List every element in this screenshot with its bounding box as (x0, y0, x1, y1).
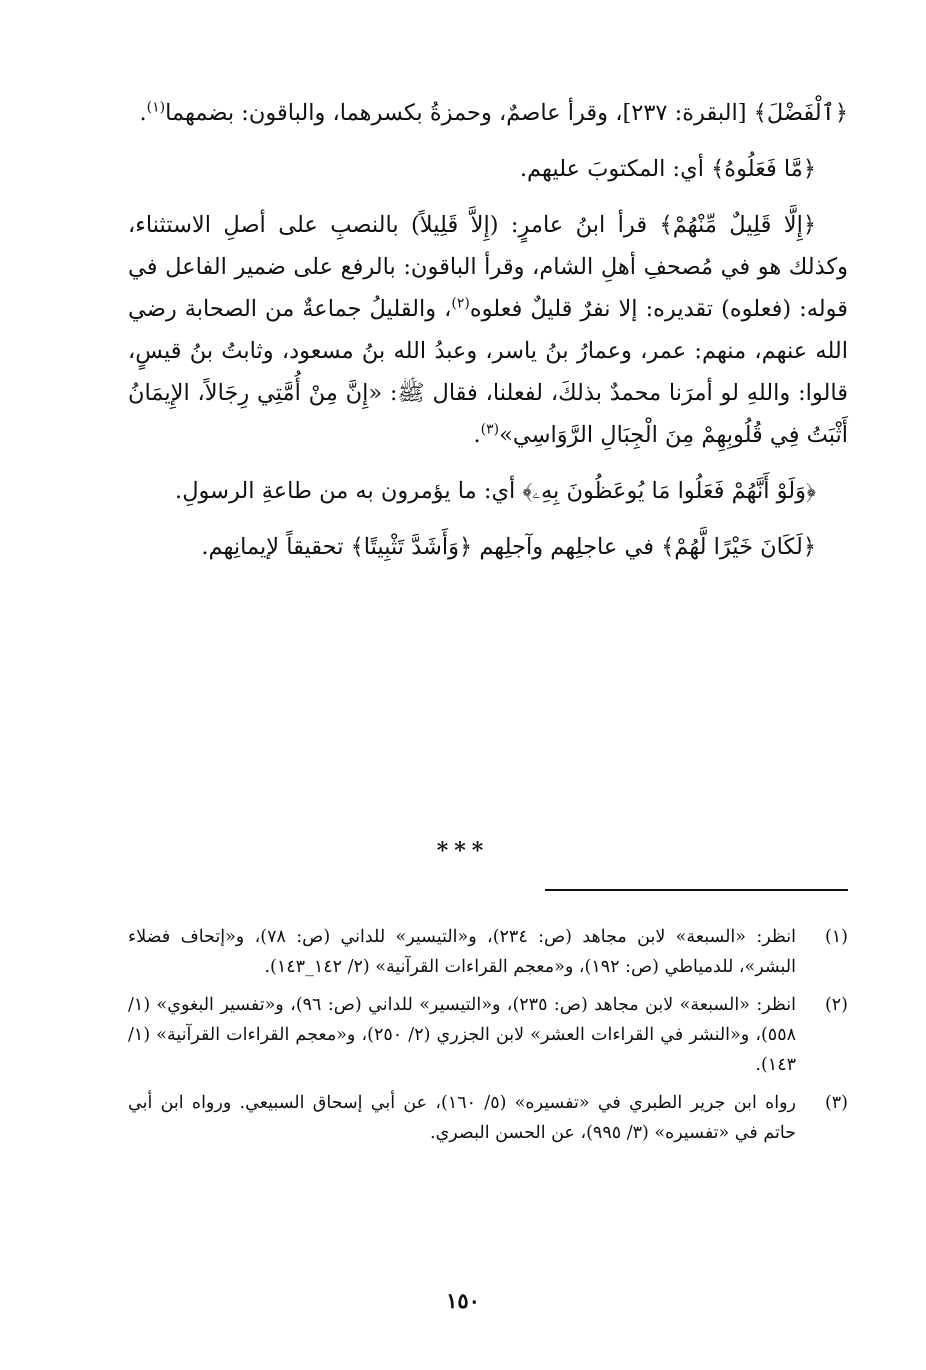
paragraph (128, 204, 848, 456)
footnote-number: (٣) (824, 1093, 848, 1113)
footnote-ref: (١) (146, 99, 166, 116)
paragraph-text: ﴿إِلَّا قَلِيلٌ مِّنْهُمْ﴾ قرأ ابنُ عامرٍ: (إِلاَّ قَلِيلاً) بالنصبِ على أصلِ الاستثناء، وكذلك هو في مُصحفِ أهلِ الشام، وقرأ الباقون: بالرفع على ضمير الفاعل في قوله: (فعلوه) تقديره: إلا نفرٌ قليلٌ فعلوه (128, 212, 848, 322)
section-separator: *** (436, 838, 490, 864)
paragraph-text: ﴿لَكَانَ خَيْرًا لَّهُمْ﴾ في عاجلِهم وآجلِهم ﴿وَأَشَدَّ تَثْبِيتًا﴾ تحقيقاً لإيمانِهم. (201, 534, 816, 560)
footnote-ref: (٢) (451, 295, 470, 312)
footnote-text: انظر: «السبعة» لابن مجاهد (ص: ٢٣٤)، و«التيسير» للداني (ص: ٧٨)، و«إتحاف فضلاء البشر»، للدمياطي (ص: ١٩٢)، و«معجم القراءات القرآنية» (٢/ ١٤٢_١٤٣). (128, 927, 797, 977)
paragraph (128, 92, 848, 134)
footnote (128, 1088, 848, 1148)
paragraph-end: . (473, 422, 481, 448)
paragraph-end: . (139, 100, 147, 126)
main-text (128, 92, 848, 582)
paragraph (128, 470, 848, 512)
footnote-divider (545, 889, 848, 891)
paragraph (128, 148, 848, 190)
footnote-number: (١) (824, 927, 848, 947)
paragraph-text: ﴿ٱلْفَضْلَ﴾ [البقرة: ٢٣٧]، وقرأ عاصمٌ، وحمزةُ بكسرهما، والباقون: بضمهما (165, 100, 848, 126)
footnote (128, 990, 848, 1080)
paragraph-text: ﴿وَلَوْ أَنَّهُمْ فَعَلُوا مَا يُوعَظُونَ بِهِۦ﴾ أي: ما يؤمرون به من طاعةِ الرسولِ. (175, 478, 816, 504)
paragraph-text: ﴿مَّا فَعَلُوهُ﴾ أي: المكتوبَ عليهم. (519, 156, 816, 182)
footnote-ref: (٣) (480, 421, 500, 438)
footnote-number: (٢) (824, 995, 848, 1015)
paragraph-continuation: ، والقليلُ جماعةٌ من الصحابة رضي الله عنهم، منهم: عمر، وعمارُ بنُ ياسر، وعبدُ الله بنُ مسعود، وثابتُ بنُ قيسٍ، قالوا: واللهِ لو أمرَنا محمدٌ بذلكَ، لفعلنا، فقال ﷺ: «إِنَّ مِنْ أُمَّتِي رِجَالاً، الإِيمَانُ أَثْبَتُ فِي قُلُوبِهِمْ مِنَ الْجِبَالِ الرَّوَاسِي» (128, 296, 848, 448)
page-number: ١٥٠ (446, 1288, 480, 1313)
footnote-text: رواه ابن جرير الطبري في «تفسيره» (٥/ ١٦٠)، عن أبي إسحاق السبيعي. ورواه ابن أبي حاتم في «تفسيره» (٣/ ٩٩٥)، عن الحسن البصري. (128, 1093, 796, 1143)
footnote-text: انظر: «السبعة» لابن مجاهد (ص: ٢٣٥)، و«التيسير» للداني (ص: ٩٦)، و«تفسير البغوي» (١/ ٥٥٨)، و«النشر في القراءات العشر» لابن الجزري (٢/ ٢٥٠)، و«معجم القراءات القرآنية» (١/ ١٤٣). (128, 995, 796, 1075)
paragraph (128, 526, 848, 568)
footnote (128, 922, 848, 982)
footnotes (128, 922, 848, 1156)
